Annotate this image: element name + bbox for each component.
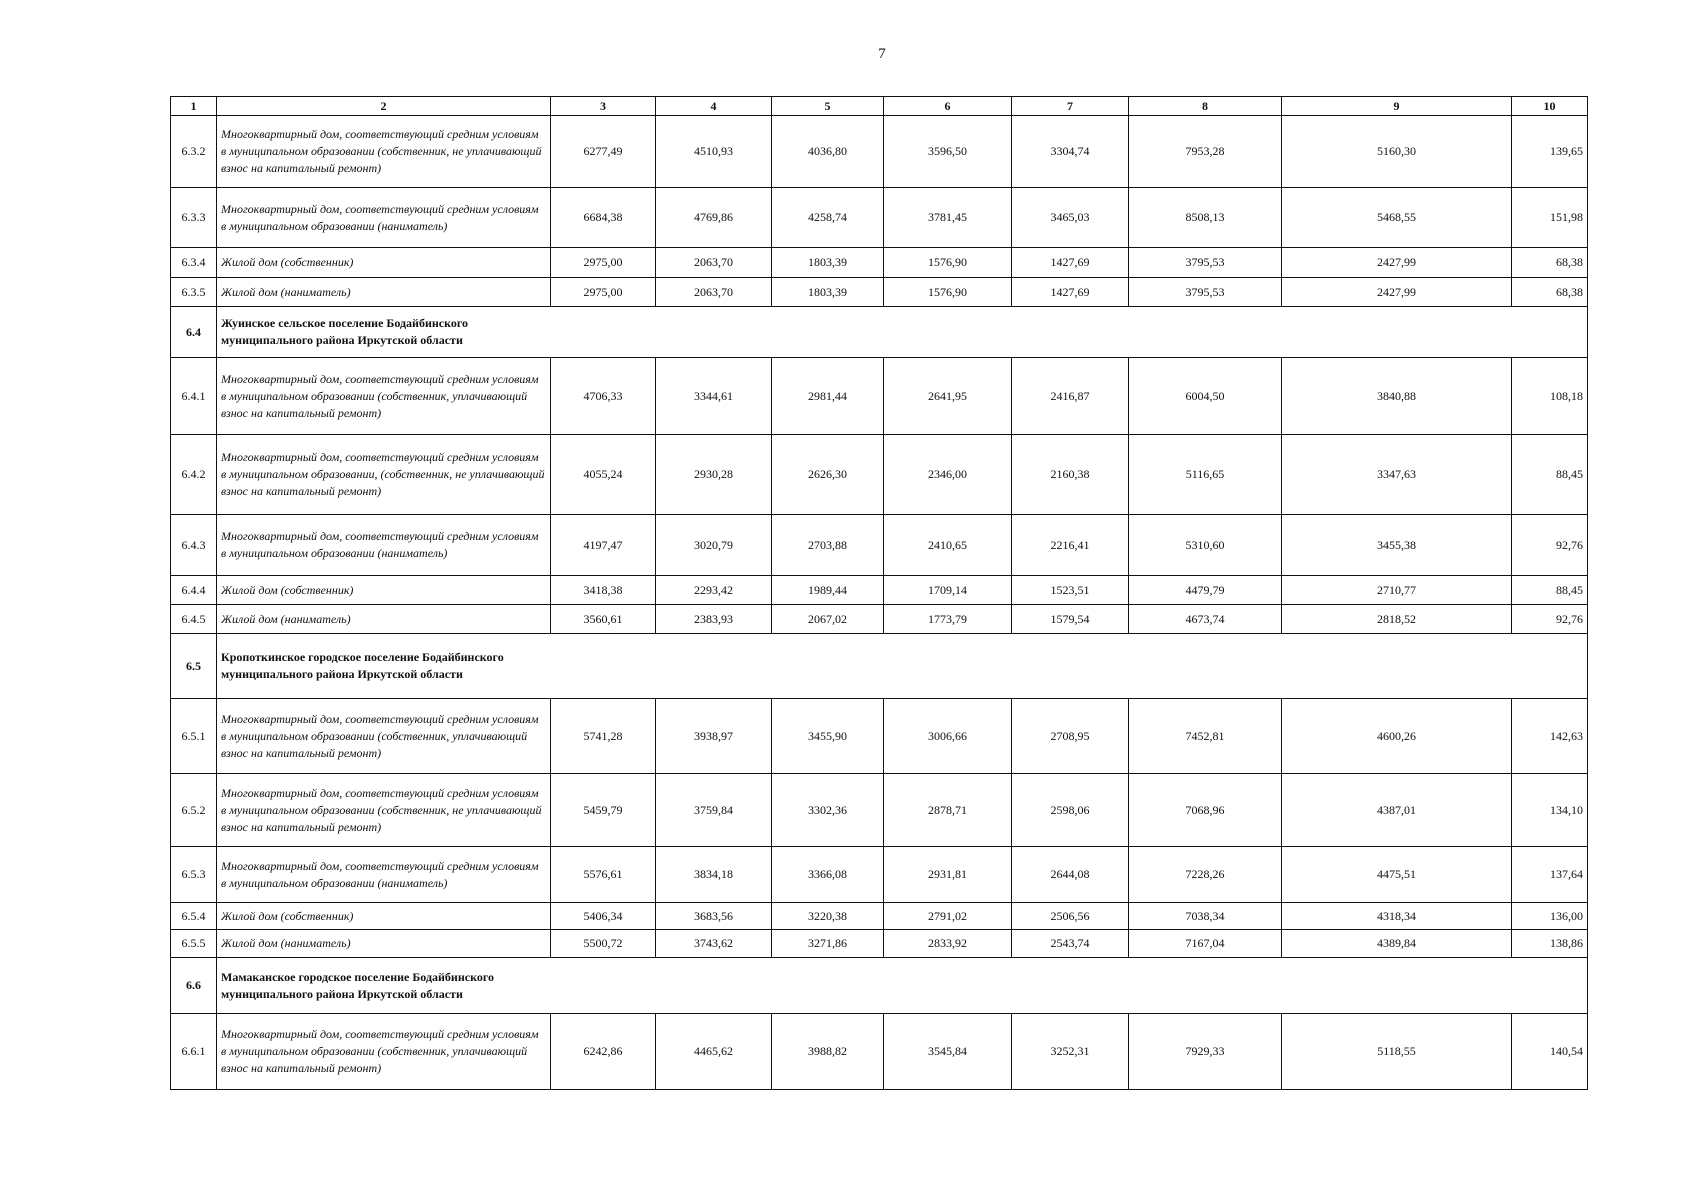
table-row (171, 515, 1588, 576)
value-cell: 3560,61 (551, 605, 656, 634)
value-cell: 138,86 (1512, 930, 1588, 958)
row-description: Многоквартирный дом, соответствующий средним условиям в муниципальном образовании (наниматель) (217, 515, 551, 576)
row-code: 6.3.3 (171, 188, 217, 248)
table-row (171, 188, 1588, 248)
section-code: 6.6 (171, 958, 217, 1014)
section-title-text: Кропоткинское городское поселение Бодайбинского муниципального района Иркутской области (221, 650, 504, 681)
value-cell: 4706,33 (551, 358, 656, 435)
value-cell: 2063,70 (656, 248, 772, 278)
value-cell: 4055,24 (551, 435, 656, 515)
value-cell: 2160,38 (1012, 435, 1129, 515)
value-cell: 3545,84 (884, 1014, 1012, 1090)
value-cell: 3840,88 (1282, 358, 1512, 435)
value-cell: 4475,51 (1282, 847, 1512, 903)
value-cell: 5468,55 (1282, 188, 1512, 248)
table-row (171, 576, 1588, 605)
table-row (171, 435, 1588, 515)
value-cell: 3596,50 (884, 116, 1012, 188)
page-number: 7 (878, 46, 886, 62)
value-cell: 2416,87 (1012, 358, 1129, 435)
table-row (171, 116, 1588, 188)
value-cell: 8508,13 (1129, 188, 1282, 248)
section-title-text: Жуинское сельское поселение Бодайбинского муниципального района Иркутской области (221, 316, 469, 347)
value-cell: 88,45 (1512, 576, 1588, 605)
value-cell: 2383,93 (656, 605, 772, 634)
value-cell: 6684,38 (551, 188, 656, 248)
row-description: Многоквартирный дом, соответствующий средним условиям в муниципальном образовании (собственник, уплачивающий взнос на капитальный ремонт) (217, 358, 551, 435)
column-header: 2 (217, 97, 551, 116)
value-cell: 4318,34 (1282, 903, 1512, 930)
section-code: 6.5 (171, 634, 217, 699)
row-code: 6.4.4 (171, 576, 217, 605)
row-description: Многоквартирный дом, соответствующий средним условиям в муниципальном образовании (собственник, не уплачивающий взнос на капитальный ремонт) (217, 116, 551, 188)
value-cell: 6242,86 (551, 1014, 656, 1090)
value-cell: 4197,47 (551, 515, 656, 576)
value-cell: 3781,45 (884, 188, 1012, 248)
value-cell: 3795,53 (1129, 278, 1282, 307)
value-cell: 1576,90 (884, 278, 1012, 307)
value-cell: 3252,31 (1012, 1014, 1129, 1090)
table-row (171, 248, 1588, 278)
value-cell: 3271,86 (772, 930, 884, 958)
table-body (171, 116, 1588, 1090)
value-cell: 4673,74 (1129, 605, 1282, 634)
value-cell: 2293,42 (656, 576, 772, 605)
header-row (171, 97, 1588, 116)
value-cell: 3938,97 (656, 699, 772, 774)
value-cell: 3795,53 (1129, 248, 1282, 278)
value-cell: 140,54 (1512, 1014, 1588, 1090)
table-row (171, 278, 1588, 307)
value-cell: 1773,79 (884, 605, 1012, 634)
table-row (171, 774, 1588, 847)
value-cell: 5160,30 (1282, 116, 1512, 188)
row-code: 6.3.2 (171, 116, 217, 188)
row-code: 6.5.5 (171, 930, 217, 958)
value-cell: 5741,28 (551, 699, 656, 774)
row-code: 6.6.1 (171, 1014, 217, 1090)
value-cell: 1579,54 (1012, 605, 1129, 634)
value-cell: 1709,14 (884, 576, 1012, 605)
value-cell: 92,76 (1512, 605, 1588, 634)
row-code: 6.4.2 (171, 435, 217, 515)
value-cell: 3366,08 (772, 847, 884, 903)
row-description: Многоквартирный дом, соответствующий средним условиям в муниципальном образовании (собственник, уплачивающий взнос на капитальный ремонт) (217, 699, 551, 774)
value-cell: 4479,79 (1129, 576, 1282, 605)
value-cell: 3302,36 (772, 774, 884, 847)
value-cell: 2975,00 (551, 278, 656, 307)
section-title (217, 958, 1588, 1014)
table-row (171, 358, 1588, 435)
table-row (171, 930, 1588, 958)
value-cell: 1523,51 (1012, 576, 1129, 605)
value-cell: 4258,74 (772, 188, 884, 248)
value-cell: 2543,74 (1012, 930, 1129, 958)
value-cell: 2216,41 (1012, 515, 1129, 576)
value-cell: 68,38 (1512, 248, 1588, 278)
value-cell: 1427,69 (1012, 248, 1129, 278)
row-code: 6.5.1 (171, 699, 217, 774)
row-code: 6.5.4 (171, 903, 217, 930)
section-row (171, 958, 1588, 1014)
value-cell: 5310,60 (1129, 515, 1282, 576)
section-title (217, 634, 1588, 699)
value-cell: 5500,72 (551, 930, 656, 958)
value-cell: 3455,90 (772, 699, 884, 774)
value-cell: 3020,79 (656, 515, 772, 576)
value-cell: 134,10 (1512, 774, 1588, 847)
value-cell: 2427,99 (1282, 278, 1512, 307)
value-cell: 2931,81 (884, 847, 1012, 903)
row-description: Жилой дом (наниматель) (217, 930, 551, 958)
value-cell: 2930,28 (656, 435, 772, 515)
table-row (171, 903, 1588, 930)
value-cell: 3683,56 (656, 903, 772, 930)
column-header: 7 (1012, 97, 1129, 116)
value-cell: 4387,01 (1282, 774, 1512, 847)
value-cell: 7167,04 (1129, 930, 1282, 958)
value-cell: 68,38 (1512, 278, 1588, 307)
value-cell: 2410,65 (884, 515, 1012, 576)
row-description: Жилой дом (наниматель) (217, 605, 551, 634)
value-cell: 6277,49 (551, 116, 656, 188)
value-cell: 1989,44 (772, 576, 884, 605)
row-description: Многоквартирный дом, соответствующий средним условиям в муниципальном образовании (наниматель) (217, 188, 551, 248)
value-cell: 2598,06 (1012, 774, 1129, 847)
value-cell: 5576,61 (551, 847, 656, 903)
value-cell: 7953,28 (1129, 116, 1282, 188)
value-cell: 2427,99 (1282, 248, 1512, 278)
row-description: Многоквартирный дом, соответствующий средним условиям в муниципальном образовании, (собственник, не уплачивающий взнос на капитальный ремонт) (217, 435, 551, 515)
section-title-text: Мамаканское городское поселение Бодайбинского муниципального района Иркутской области (221, 969, 494, 1001)
value-cell: 7929,33 (1129, 1014, 1282, 1090)
value-cell: 5116,65 (1129, 435, 1282, 515)
value-cell: 2878,71 (884, 774, 1012, 847)
row-description: Многоквартирный дом, соответствующий средним условиям в муниципальном образовании (собственник, уплачивающий взнос на капитальный ремонт) (217, 1014, 551, 1090)
value-cell: 3347,63 (1282, 435, 1512, 515)
value-cell: 3743,62 (656, 930, 772, 958)
value-cell: 6004,50 (1129, 358, 1282, 435)
value-cell: 2703,88 (772, 515, 884, 576)
value-cell: 3304,74 (1012, 116, 1129, 188)
row-code: 6.3.5 (171, 278, 217, 307)
row-description: Многоквартирный дом, соответствующий средним условиям в муниципальном образовании (собственник, не уплачивающий взнос на капитальный ремонт) (217, 774, 551, 847)
value-cell: 2708,95 (1012, 699, 1129, 774)
value-cell: 5118,55 (1282, 1014, 1512, 1090)
value-cell: 2506,56 (1012, 903, 1129, 930)
value-cell: 5406,34 (551, 903, 656, 930)
value-cell: 2818,52 (1282, 605, 1512, 634)
column-header: 10 (1512, 97, 1588, 116)
value-cell: 2641,95 (884, 358, 1012, 435)
column-header: 5 (772, 97, 884, 116)
value-cell: 4510,93 (656, 116, 772, 188)
value-cell: 4465,62 (656, 1014, 772, 1090)
value-cell: 108,18 (1512, 358, 1588, 435)
value-cell: 4769,86 (656, 188, 772, 248)
column-header: 1 (171, 97, 217, 116)
value-cell: 7068,96 (1129, 774, 1282, 847)
row-description: Жилой дом (наниматель) (217, 278, 551, 307)
table-row (171, 699, 1588, 774)
value-cell: 2067,02 (772, 605, 884, 634)
row-description: Жилой дом (собственник) (217, 576, 551, 605)
value-cell: 5459,79 (551, 774, 656, 847)
value-cell: 3006,66 (884, 699, 1012, 774)
section-row (171, 307, 1588, 358)
value-cell: 1576,90 (884, 248, 1012, 278)
value-cell: 2710,77 (1282, 576, 1512, 605)
value-cell: 3834,18 (656, 847, 772, 903)
table-row (171, 605, 1588, 634)
value-cell: 2981,44 (772, 358, 884, 435)
column-header: 9 (1282, 97, 1512, 116)
column-header: 6 (884, 97, 1012, 116)
column-header: 3 (551, 97, 656, 116)
row-description: Многоквартирный дом, соответствующий средним условиям в муниципальном образовании (наниматель) (217, 847, 551, 903)
value-cell: 142,63 (1512, 699, 1588, 774)
row-code: 6.3.4 (171, 248, 217, 278)
value-cell: 1803,39 (772, 278, 884, 307)
tariff-table (170, 96, 1588, 1090)
value-cell: 7228,26 (1129, 847, 1282, 903)
value-cell: 2791,02 (884, 903, 1012, 930)
value-cell: 2644,08 (1012, 847, 1129, 903)
value-cell: 151,98 (1512, 188, 1588, 248)
section-row (171, 634, 1588, 699)
row-code: 6.4.5 (171, 605, 217, 634)
value-cell: 2626,30 (772, 435, 884, 515)
column-header: 4 (656, 97, 772, 116)
value-cell: 136,00 (1512, 903, 1588, 930)
value-cell: 3220,38 (772, 903, 884, 930)
row-description: Жилой дом (собственник) (217, 903, 551, 930)
row-code: 6.5.2 (171, 774, 217, 847)
value-cell: 139,65 (1512, 116, 1588, 188)
value-cell: 3759,84 (656, 774, 772, 847)
value-cell: 137,64 (1512, 847, 1588, 903)
value-cell: 4389,84 (1282, 930, 1512, 958)
value-cell: 3344,61 (656, 358, 772, 435)
value-cell: 7038,34 (1129, 903, 1282, 930)
row-code: 6.5.3 (171, 847, 217, 903)
value-cell: 3455,38 (1282, 515, 1512, 576)
value-cell: 2833,92 (884, 930, 1012, 958)
value-cell: 2346,00 (884, 435, 1012, 515)
row-code: 6.4.1 (171, 358, 217, 435)
value-cell: 1427,69 (1012, 278, 1129, 307)
row-code: 6.4.3 (171, 515, 217, 576)
value-cell: 92,76 (1512, 515, 1588, 576)
value-cell: 3988,82 (772, 1014, 884, 1090)
table-row (171, 847, 1588, 903)
value-cell: 88,45 (1512, 435, 1588, 515)
section-code: 6.4 (171, 307, 217, 358)
section-title (217, 307, 1588, 358)
value-cell: 4600,26 (1282, 699, 1512, 774)
column-header: 8 (1129, 97, 1282, 116)
value-cell: 7452,81 (1129, 699, 1282, 774)
row-description: Жилой дом (собственник) (217, 248, 551, 278)
value-cell: 3418,38 (551, 576, 656, 605)
table-row (171, 1014, 1588, 1090)
value-cell: 3465,03 (1012, 188, 1129, 248)
value-cell: 2063,70 (656, 278, 772, 307)
value-cell: 4036,80 (772, 116, 884, 188)
value-cell: 1803,39 (772, 248, 884, 278)
value-cell: 2975,00 (551, 248, 656, 278)
